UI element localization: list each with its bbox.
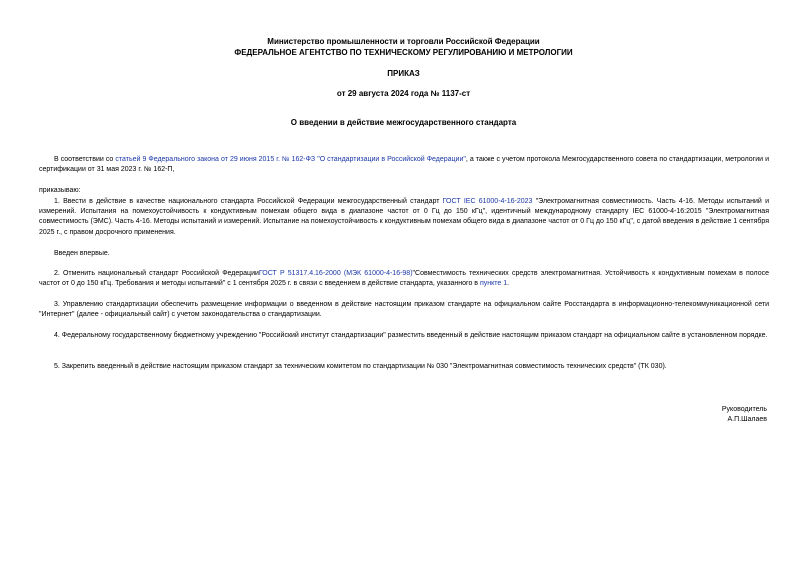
item-2-text-1: 2. Отменить национальный стандарт Российской Федерации xyxy=(54,270,259,277)
item-1-text-2: "Электромагнитная совместимость. Часть 4-16. Методы испытаний и измерений. Испытания на помехоустойчивость к кондуктивным помехам общего вида в диапазоне частот от 0 Гц до 150 кГц", идентичный международному стандарту IEC 61000-4-16:2015 "Электромагнитная совместимость (ЭМС). Часть 4-16. Методы испытаний и измерений. Испытание на помехоустойчивость к кондуктивным помехам общего вида в диапазоне частот от 0 Гц до 150 кГц", с датой введения в действие 1 сентября 2025 г., с правом досрочного применения. xyxy=(39,198,769,236)
signatory-title: Руководитель xyxy=(721,406,767,413)
ministry-name: Министерство промышленности и торговли Российской Федерации xyxy=(267,37,540,46)
item-1-paragraph xyxy=(39,197,769,238)
item-1-text-1: 1. Ввести в действие в качестве национального стандарта Российской Федерации межгосударственный стандарт xyxy=(54,198,443,205)
gost-iec-61000-4-16-2023-link[interactable]: ГОСТ IEC 61000-4-16-2023 xyxy=(442,198,533,205)
order-word: приказываю: xyxy=(39,187,81,194)
document-date-number: от 29 августа 2024 года № 1137-ст xyxy=(336,89,471,98)
signatory-name: А.П.Шалаев xyxy=(727,416,767,423)
introduced-first-note: Введен впервые. xyxy=(54,250,110,257)
preamble-text-1: В соответствии со xyxy=(54,156,116,163)
preamble-paragraph xyxy=(39,155,769,175)
agency-name: ФЕДЕРАЛЬНОЕ АГЕНТСТВО ПО ТЕХНИЧЕСКОМУ РЕГУЛИРОВАНИЮ И МЕТРОЛОГИИ xyxy=(234,48,573,57)
item-4-paragraph: 4. Федеральному государственному бюджетному учреждению "Российский институт стандартизации" разместить введенный в действие настоящим приказом стандарт на официальном сайте в установленном порядке. xyxy=(54,332,768,339)
point-1-link[interactable]: пункте 1 xyxy=(479,280,508,288)
item-5-paragraph: 5. Закрепить введенный в действие настоящим приказом стандарт за техническим комитетом по стандартизации № 030 "Электромагнитная совместимость технических средств" (ТК 030). xyxy=(54,363,667,370)
document-type: ПРИКАЗ xyxy=(387,69,420,78)
gost-r-51317-link[interactable]: ГОСТ Р 51317.4.16-2000 (МЭК 61000-4-16-98) xyxy=(258,270,413,277)
item-3-paragraph: 3. Управлению стандартизации обеспечить размещение информации о введенном в действие настоящим приказом стандарте на официальном сайте Росстандарта в информационно-телекоммуникационной сети "Интернет" (далее - официальный сайт) с учетом законодательства о стандартизации. xyxy=(39,301,769,319)
federal-law-link[interactable]: статьей 9 Федерального закона от 29 июня 2015 г. № 162-ФЗ "О стандартизации в Российской Федерации" xyxy=(115,156,466,163)
document-subject: О введении в действие межгосударственного стандарта xyxy=(290,118,517,127)
item-2-paragraph xyxy=(39,269,769,289)
item-2-text-3: . xyxy=(507,280,510,288)
preamble-text-2: , а также с учетом протокола Межгосударственного совета по стандартизации, метрологии и сертификации от 31 мая 2023 г. № 162-П, xyxy=(39,156,769,174)
item-2-text-2: "Совместимость технических средств электромагнитная. Устойчивость к кондуктивным помехам в полосе частот от 0 до 150 кГц. Требования и методы испытаний" с 1 сентября 2025 г. в связи с введением в действие стандарта, указанного в xyxy=(39,270,769,288)
